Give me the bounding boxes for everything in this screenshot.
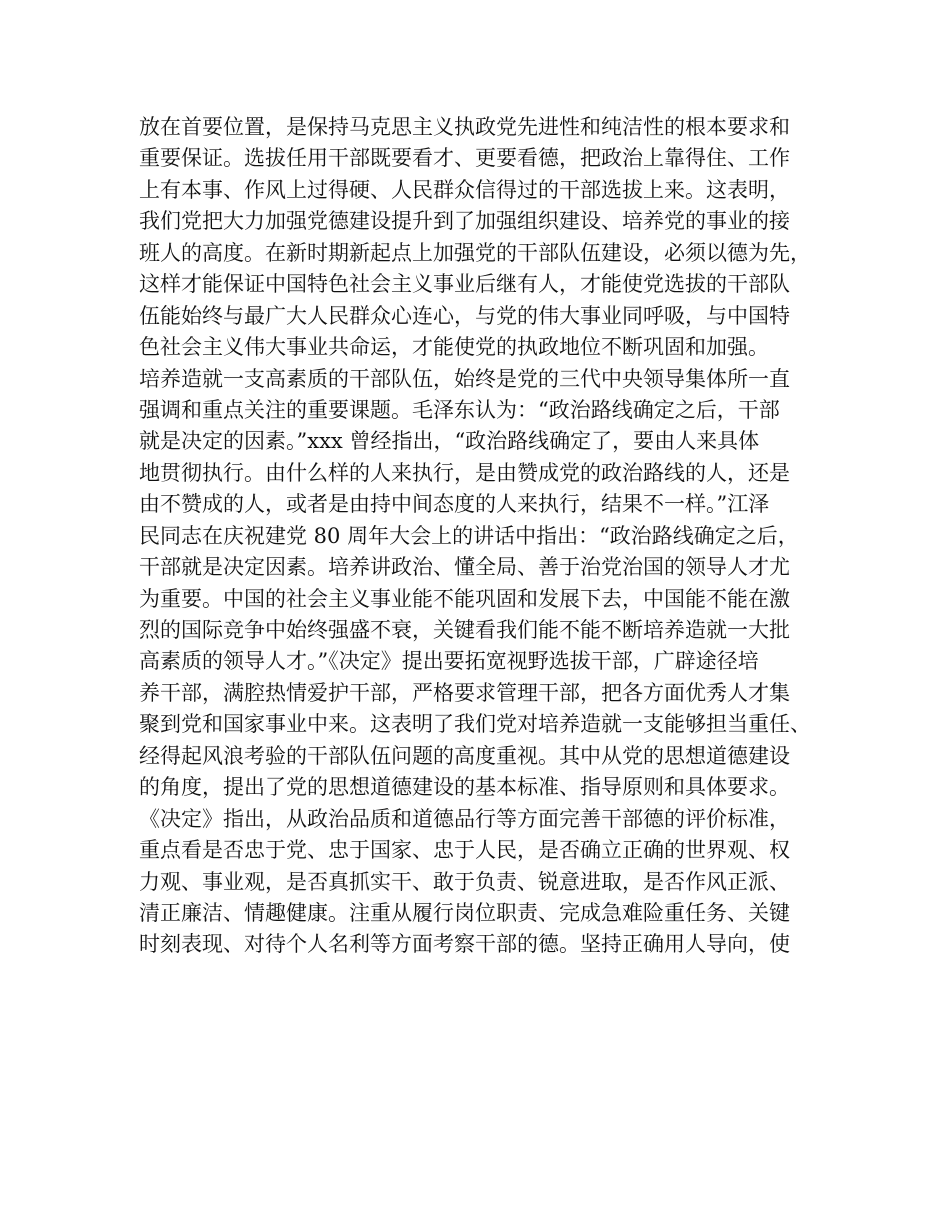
text-line: 这样才能保证中国特色社会主义事业后继有人，才能使党选拔的干部队 bbox=[139, 272, 790, 297]
text-line: 烈的国际竞争中始终强盛不衰，关键看我们能不能不断培养造就一大批 bbox=[139, 618, 790, 642]
text-line: 我们党把大力加强党德建设提升到了加强组织建设、培养党的事业的接 bbox=[139, 209, 790, 234]
text-line: 的角度，提出了党的思想道德建设的基本标准、指导原则和具体要求。 bbox=[139, 775, 790, 800]
text-line: 重要保证。选拔任用干部既要看才、更要看德，把政治上靠得住、工作 bbox=[139, 146, 790, 171]
text-line: 经得起风浪考验的干部队伍问题的高度重视。其中从党的思想道德建设 bbox=[139, 743, 790, 768]
text-line: 《决定》指出，从政治品质和道德品行等方面完善干部德的评价标准， bbox=[139, 806, 790, 831]
text-line: 上有本事、作风上过得硬、人民群众信得过的干部选拔上来。这表明， bbox=[139, 177, 790, 202]
text-line: 重点看是否忠于党、忠于国家、忠于人民，是否确立正确的世界观、权 bbox=[139, 838, 790, 863]
text-line: 养干部，满腔热情爱护干部，严格要求管理干部，把各方面优秀人才集 bbox=[139, 680, 790, 705]
body-text bbox=[139, 112, 829, 961]
text-line: 色社会主义伟大事业共命运，才能使党的执政地位不断巩固和加强。 bbox=[139, 335, 769, 360]
text-line: 强调和重点关注的重要课题。毛泽东认为：“政治路线确定之后，干部 bbox=[139, 397, 780, 422]
text-line: 民同志在庆祝建党 80 周年大会上的讲话中指出：“政治路线确定之后， bbox=[139, 523, 799, 548]
text-line: 地贯彻执行。由什么样的人来执行，是由赞成党的政治路线的人，还是 bbox=[139, 460, 790, 485]
text-line: 干部就是决定因素。培养讲政治、懂全局、善于治党治国的领导人才尤 bbox=[139, 555, 790, 580]
text-line: 放在首要位置，是保持马克思主义执政党先进性和纯洁性的根本要求和 bbox=[139, 115, 790, 139]
text-line: 清正廉洁、情趣健康。注重从履行岗位职责、完成急难险重任务、关键 bbox=[139, 900, 790, 925]
text-line: 就是决定的因素。”xxx 曾经指出，“政治路线确定了，要由人来具体 bbox=[139, 429, 760, 454]
text-line: 时刻表现、对待个人名利等方面考察干部的德。坚持正确用人导向，使 bbox=[139, 932, 790, 957]
text-line: 聚到党和国家事业中来。这表明了我们党对培养造就一支能够担当重任、 bbox=[139, 712, 811, 737]
text-line: 伍能始终与最广大人民群众心连心，与党的伟大事业同呼吸，与中国特 bbox=[139, 303, 790, 328]
text-line: 由不赞成的人，或者是由持中间态度的人来执行，结果不一样。”江泽 bbox=[139, 492, 770, 517]
text-line: 力观、事业观，是否真抓实干、敢于负责、锐意进取，是否作风正派、 bbox=[139, 869, 790, 894]
text-line: 班人的高度。在新时期新起点上加强党的干部队伍建设，必须以德为先， bbox=[139, 240, 811, 265]
text-line: 高素质的领导人才。”《决定》提出要拓宽视野选拔干部，广辟途径培 bbox=[139, 649, 759, 674]
text-line: 培养造就一支高素质的干部队伍，始终是党的三代中央领导集体所一直 bbox=[139, 366, 790, 391]
text-line: 为重要。中国的社会主义事业能不能巩固和发展下去，中国能不能在激 bbox=[139, 586, 790, 611]
